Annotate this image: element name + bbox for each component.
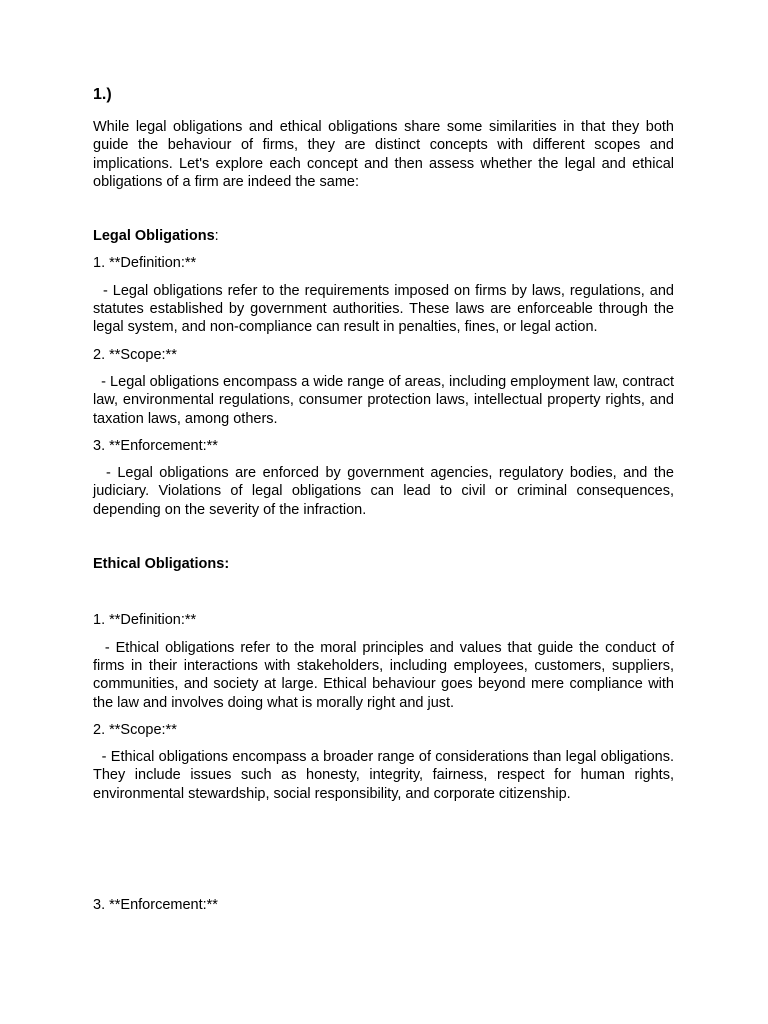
legal-definition-label: 1. **Definition:** bbox=[93, 255, 197, 272]
legal-title-colon: : bbox=[214, 228, 219, 245]
ethical-scope-text: - Ethical obligations encompass a broader range of considerations than legal obligations. They include issues such as honesty, integrity, fairness, respect for human rights, environmental stewardship, social responsibility, and corporate citizenship. bbox=[93, 749, 679, 802]
document-page bbox=[93, 86, 679, 914]
legal-enforcement-label: 3. **Enforcement:** bbox=[93, 437, 218, 454]
intro-paragraph: While legal obligations and ethical obligations share some similarities in that they both guide the behaviour of firms, they are distinct concepts with different scopes and implications. Let's explore each concept and then assess whether the legal and ethical obligations of a firm are indeed the same: bbox=[93, 119, 674, 190]
question-number-heading: 1.) bbox=[93, 86, 112, 103]
legal-title-text: Legal Obligations bbox=[93, 228, 215, 245]
ethical-definition-text: - Ethical obligations refer to the moral principles and values that guide the conduct of firms in their interactions with stakeholders, including employees, customers, suppliers, communities, and society at large. Ethical behaviour goes beyond mere compliance with the law and involves doing what is morally right and just. bbox=[93, 639, 679, 711]
ethical-section-title bbox=[93, 555, 674, 573]
legal-enforcement-text: - Legal obligations are enforced by government agencies, regulatory bodies, and the judiciary. Violations of legal obligations can lead to civil or criminal consequences, depending on the severity of the infraction. bbox=[93, 465, 679, 518]
legal-section-title bbox=[93, 227, 674, 245]
legal-scope-label: 2. **Scope:** bbox=[93, 346, 177, 363]
ethical-scope-label: 2. **Scope:** bbox=[93, 721, 177, 738]
ethical-title-text: Ethical Obligations: bbox=[93, 556, 230, 573]
legal-definition-text: - Legal obligations refer to the requirements imposed on firms by laws, regulations, and statutes established by government authorities. These laws are enforceable through the legal system, and non-compliance can result in penalties, fines, or legal action. bbox=[93, 282, 679, 336]
ethical-enforcement-label: 3. **Enforcement:** bbox=[93, 897, 218, 914]
ethical-definition-label: 1. **Definition:** bbox=[93, 612, 197, 629]
legal-scope-text: - Legal obligations encompass a wide range of areas, including employment law, contract law, environmental regulations, consumer protection laws, intellectual property rights, and taxation laws, among others. bbox=[93, 373, 679, 427]
